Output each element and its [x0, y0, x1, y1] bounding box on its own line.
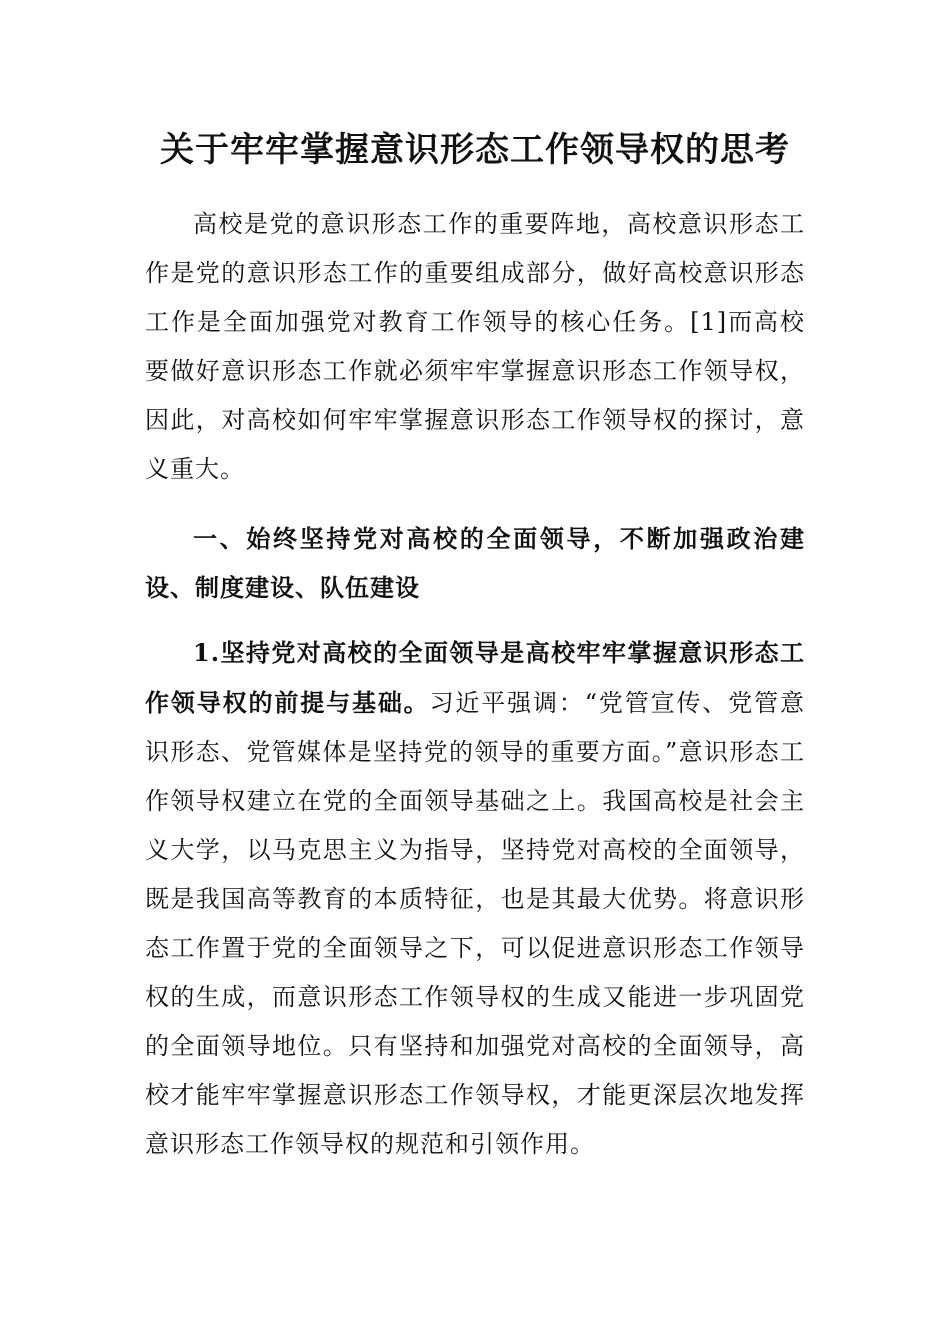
section-heading: 一、始终坚持党对高校的全面领导，不断加强政治建设、制度建设、队伍建设	[145, 524, 805, 602]
point-lead-sentence: 1.坚持党对高校的全面领导是高校牢牢掌握意识形态工作领导权的前提与基础。	[145, 638, 805, 717]
intro-paragraph: 高校是党的意识形态工作的重要阵地，高校意识形态工作是党的意识形态工作的重要组成部分，做好高校意识形态工作是全面加强党对教育工作领导的核心任务。[1]而高校要做好意识形态工作就必须牢牢掌握意识形态工作领导权，因此，对高校如何牢牢掌握意识形态工作领导权的探讨，意义重大。	[145, 210, 805, 483]
document-title: 关于牢牢掌握意识形态工作领导权的思考	[160, 130, 790, 170]
document-body	[145, 200, 805, 1169]
point-paragraph	[145, 628, 805, 1169]
point-body-text: 习近平强调：“党管宣传、党管意识形态、党管媒体是坚持党的领导的重要方面。”意识形态工作领导权建立在党的全面领导基础之上。我国高校是社会主义大学，以马克思主义为指导，坚持党对高校的全面领导，既是我国高等教育的本质特征，也是其最大优势。将意识形态工作置于党的全面领导之下，可以促进意识形态工作领导权的生成，而意识形态工作领导权的生成又能进一步巩固党的全面领导地位。只有坚持和加强党对高校的全面领导，高校才能牢牢掌握意识形态工作领导权，才能更深层次地发挥意识形态工作领导权的规范和引领作用。	[145, 689, 805, 1158]
